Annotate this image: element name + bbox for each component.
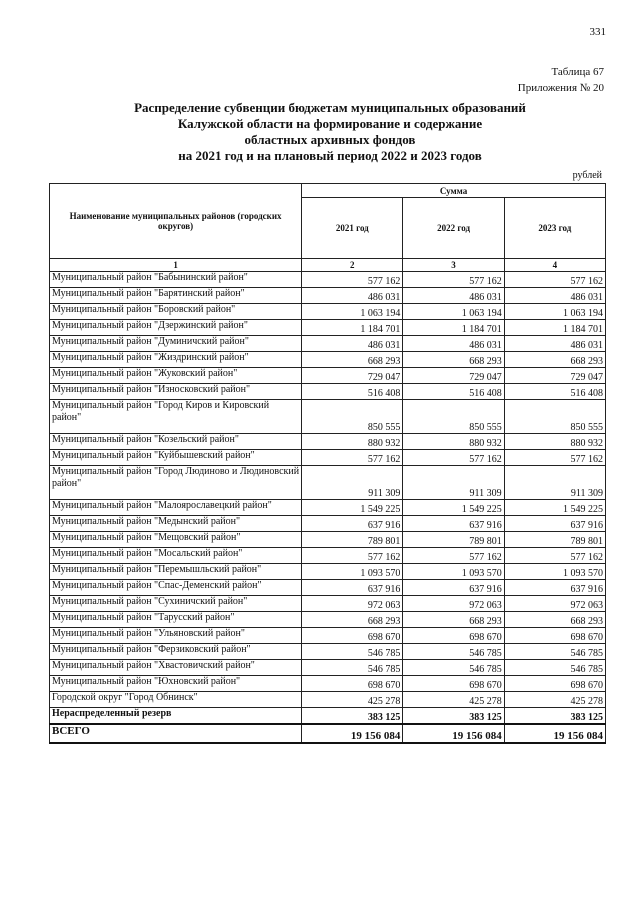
table-row — [50, 676, 606, 692]
value-2023: 1 549 225 — [504, 500, 605, 516]
table-label: Таблица 67 — [551, 66, 604, 78]
value-2022: 911 309 — [403, 466, 504, 500]
total-row — [50, 724, 606, 743]
value-2022: 577 162 — [403, 272, 504, 288]
value-2021: 850 555 — [302, 400, 403, 434]
value-2021: 972 063 — [302, 596, 403, 612]
table-row — [50, 466, 606, 500]
value-2021: 911 309 — [302, 466, 403, 500]
value-2023: 880 932 — [504, 434, 605, 450]
column-index: 3 — [403, 259, 504, 272]
district-name: Муниципальный район "Козельский район" — [50, 434, 302, 450]
value-2021: 383 125 — [302, 708, 403, 725]
value-2022: 425 278 — [403, 692, 504, 708]
table-row — [50, 400, 606, 434]
table-body — [50, 272, 606, 725]
value-2022: 668 293 — [403, 352, 504, 368]
district-name: Муниципальный район "Барятинский район" — [50, 288, 302, 304]
value-2023: 425 278 — [504, 692, 605, 708]
table-row — [50, 320, 606, 336]
district-name: Муниципальный район "Боровский район" — [50, 304, 302, 320]
value-2022: 486 031 — [403, 336, 504, 352]
value-2021: 637 916 — [302, 516, 403, 532]
page-number: 331 — [589, 26, 606, 38]
table-row — [50, 272, 606, 288]
value-2023: 911 309 — [504, 466, 605, 500]
value-2021: 1 184 701 — [302, 320, 403, 336]
value-2022: 880 932 — [403, 434, 504, 450]
district-name: Нераспределенный резерв — [50, 708, 302, 725]
value-2021: 577 162 — [302, 548, 403, 564]
year-2022-header: 2022 год — [403, 198, 504, 259]
value-2022: 486 031 — [403, 288, 504, 304]
units-label: рублей — [572, 170, 602, 181]
value-2022: 516 408 — [403, 384, 504, 400]
value-2022: 546 785 — [403, 660, 504, 676]
table-row — [50, 564, 606, 580]
total-2021: 19 156 084 — [302, 724, 403, 743]
table-row — [50, 288, 606, 304]
district-name: Муниципальный район "Город Киров и Кировский район" — [50, 400, 302, 434]
name-column-header: Наименование муниципальных районов (городских округов) — [50, 184, 302, 259]
table-row — [50, 548, 606, 564]
document-title — [40, 100, 620, 164]
table-row — [50, 580, 606, 596]
column-index: 4 — [504, 259, 605, 272]
value-2022: 1 184 701 — [403, 320, 504, 336]
district-name: Муниципальный район "Куйбышевский район" — [50, 450, 302, 466]
value-2022: 789 801 — [403, 532, 504, 548]
value-2023: 1 093 570 — [504, 564, 605, 580]
title-line: на 2021 год и на плановый период 2022 и 2023 годов — [178, 148, 482, 163]
table-row — [50, 450, 606, 466]
value-2022: 972 063 — [403, 596, 504, 612]
district-name: Муниципальный район "Спас-Деменский район" — [50, 580, 302, 596]
title-line: областных архивных фондов — [244, 132, 416, 147]
value-2023: 668 293 — [504, 352, 605, 368]
value-2022: 383 125 — [403, 708, 504, 725]
district-name: Муниципальный район "Жиздринский район" — [50, 352, 302, 368]
title-line: Распределение субвенции бюджетам муниципальных образований — [134, 100, 526, 115]
district-name: Муниципальный район "Город Людиново и Людиновский район" — [50, 466, 302, 500]
table-row — [50, 596, 606, 612]
value-2021: 577 162 — [302, 450, 403, 466]
total-2023: 19 156 084 — [504, 724, 605, 743]
title-line: Калужской области на формирование и содержание — [177, 116, 483, 131]
table-row — [50, 434, 606, 450]
value-2022: 1 093 570 — [403, 564, 504, 580]
district-name: Муниципальный район "Дзержинский район" — [50, 320, 302, 336]
value-2023: 637 916 — [504, 580, 605, 596]
value-2023: 1 063 194 — [504, 304, 605, 320]
value-2022: 1 549 225 — [403, 500, 504, 516]
table-row — [50, 352, 606, 368]
district-name: Муниципальный район "Хвастовичский район" — [50, 660, 302, 676]
value-2022: 637 916 — [403, 580, 504, 596]
sum-column-header: Сумма — [302, 184, 606, 198]
district-name: Муниципальный район "Перемышльский район" — [50, 564, 302, 580]
value-2022: 850 555 — [403, 400, 504, 434]
value-2022: 546 785 — [403, 644, 504, 660]
table-row — [50, 692, 606, 708]
table-row — [50, 644, 606, 660]
table-row — [50, 532, 606, 548]
district-name: Муниципальный район "Думиничский район" — [50, 336, 302, 352]
value-2023: 668 293 — [504, 612, 605, 628]
value-2022: 637 916 — [403, 516, 504, 532]
table-reference — [518, 64, 604, 96]
value-2023: 516 408 — [504, 384, 605, 400]
value-2023: 383 125 — [504, 708, 605, 725]
value-2022: 577 162 — [403, 548, 504, 564]
value-2021: 486 031 — [302, 288, 403, 304]
value-2021: 880 932 — [302, 434, 403, 450]
value-2021: 1 063 194 — [302, 304, 403, 320]
value-2022: 668 293 — [403, 612, 504, 628]
value-2021: 546 785 — [302, 644, 403, 660]
district-name: Муниципальный район "Жуковский район" — [50, 368, 302, 384]
value-2021: 1 549 225 — [302, 500, 403, 516]
table-row — [50, 628, 606, 644]
value-2021: 637 916 — [302, 580, 403, 596]
value-2023: 789 801 — [504, 532, 605, 548]
table-row — [50, 660, 606, 676]
subvention-table — [49, 183, 606, 744]
value-2022: 698 670 — [403, 628, 504, 644]
total-label: ВСЕГО — [50, 724, 302, 743]
district-name: Муниципальный район "Юхновский район" — [50, 676, 302, 692]
table-row — [50, 304, 606, 320]
appendix-label: Приложения № 20 — [517, 82, 604, 94]
district-name: Муниципальный район "Ульяновский район" — [50, 628, 302, 644]
value-2021: 516 408 — [302, 384, 403, 400]
value-2023: 698 670 — [504, 628, 605, 644]
total-2022: 19 156 084 — [403, 724, 504, 743]
district-name: Муниципальный район "Медынский район" — [50, 516, 302, 532]
value-2021: 698 670 — [302, 676, 403, 692]
district-name: Городской округ "Город Обнинск" — [50, 692, 302, 708]
column-index: 2 — [302, 259, 403, 272]
value-2023: 546 785 — [504, 644, 605, 660]
value-2023: 1 184 701 — [504, 320, 605, 336]
value-2021: 577 162 — [302, 272, 403, 288]
value-2021: 668 293 — [302, 612, 403, 628]
value-2023: 972 063 — [504, 596, 605, 612]
value-2022: 698 670 — [403, 676, 504, 692]
table-row — [50, 500, 606, 516]
district-name: Муниципальный район "Сухиничский район" — [50, 596, 302, 612]
value-2023: 577 162 — [504, 450, 605, 466]
district-name: Муниципальный район "Мосальский район" — [50, 548, 302, 564]
value-2021: 789 801 — [302, 532, 403, 548]
table-row — [50, 516, 606, 532]
table-row — [50, 612, 606, 628]
value-2023: 729 047 — [504, 368, 605, 384]
district-name: Муниципальный район "Ферзиковский район" — [50, 644, 302, 660]
value-2021: 486 031 — [302, 336, 403, 352]
value-2021: 698 670 — [302, 628, 403, 644]
value-2023: 577 162 — [504, 548, 605, 564]
value-2021: 546 785 — [302, 660, 403, 676]
year-2021-header: 2021 год — [302, 198, 403, 259]
table-row — [50, 708, 606, 725]
value-2023: 577 162 — [504, 272, 605, 288]
year-2023-header: 2023 год — [504, 198, 605, 259]
value-2021: 1 093 570 — [302, 564, 403, 580]
value-2023: 850 555 — [504, 400, 605, 434]
value-2023: 698 670 — [504, 676, 605, 692]
table-row — [50, 336, 606, 352]
value-2022: 577 162 — [403, 450, 504, 466]
value-2021: 425 278 — [302, 692, 403, 708]
table-row — [50, 368, 606, 384]
district-name: Муниципальный район "Тарусский район" — [50, 612, 302, 628]
value-2021: 729 047 — [302, 368, 403, 384]
district-name: Муниципальный район "Бабынинский район" — [50, 272, 302, 288]
table-row — [50, 384, 606, 400]
district-name: Муниципальный район "Малоярославецкий район" — [50, 500, 302, 516]
district-name: Муниципальный район "Износковский район" — [50, 384, 302, 400]
district-name: Муниципальный район "Мещовский район" — [50, 532, 302, 548]
value-2021: 668 293 — [302, 352, 403, 368]
value-2023: 486 031 — [504, 336, 605, 352]
value-2023: 637 916 — [504, 516, 605, 532]
value-2023: 486 031 — [504, 288, 605, 304]
value-2022: 1 063 194 — [403, 304, 504, 320]
value-2022: 729 047 — [403, 368, 504, 384]
value-2023: 546 785 — [504, 660, 605, 676]
column-index: 1 — [50, 259, 302, 272]
